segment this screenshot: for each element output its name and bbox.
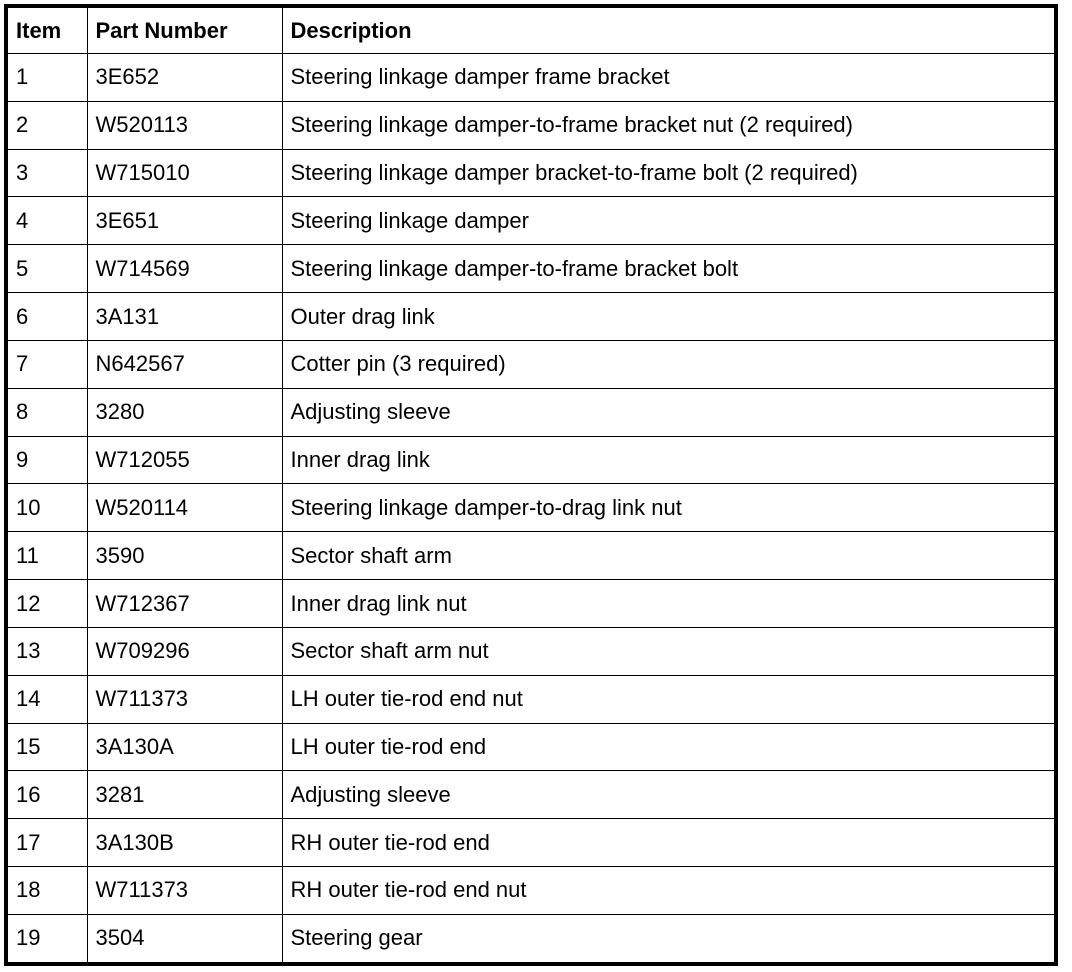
part-number-cell: 3A130B <box>87 819 282 867</box>
item-cell: 2 <box>6 101 87 149</box>
part-number-cell: 3E652 <box>87 54 282 102</box>
item-cell: 9 <box>6 436 87 484</box>
part-number-cell: W712367 <box>87 580 282 628</box>
part-number-cell: W520114 <box>87 484 282 532</box>
description-cell: Steering linkage damper frame bracket <box>282 54 1056 102</box>
table-row <box>6 149 1056 197</box>
description-cell: RH outer tie-rod end <box>282 819 1056 867</box>
table-row <box>6 101 1056 149</box>
description-cell: Adjusting sleeve <box>282 388 1056 436</box>
part-number-cell: 3504 <box>87 914 282 964</box>
item-cell: 7 <box>6 340 87 388</box>
description-cell: RH outer tie-rod end nut <box>282 867 1056 915</box>
item-cell: 8 <box>6 388 87 436</box>
header-description: Description <box>282 6 1056 54</box>
part-number-cell: 3A131 <box>87 293 282 341</box>
table-row <box>6 484 1056 532</box>
item-cell: 19 <box>6 914 87 964</box>
part-number-cell: 3590 <box>87 532 282 580</box>
item-cell: 3 <box>6 149 87 197</box>
description-cell: LH outer tie-rod end nut <box>282 675 1056 723</box>
table-row <box>6 293 1056 341</box>
description-cell: Inner drag link <box>282 436 1056 484</box>
table-row <box>6 675 1056 723</box>
header-row <box>6 6 1056 54</box>
item-cell: 5 <box>6 245 87 293</box>
item-cell: 6 <box>6 293 87 341</box>
description-cell: Outer drag link <box>282 293 1056 341</box>
table-row <box>6 245 1056 293</box>
item-cell: 12 <box>6 580 87 628</box>
table-row <box>6 867 1056 915</box>
table-row <box>6 771 1056 819</box>
part-number-cell: N642567 <box>87 340 282 388</box>
header-part-number: Part Number <box>87 6 282 54</box>
description-cell: Sector shaft arm nut <box>282 627 1056 675</box>
table-row <box>6 54 1056 102</box>
description-cell: Inner drag link nut <box>282 580 1056 628</box>
table-row <box>6 436 1056 484</box>
part-number-cell: W520113 <box>87 101 282 149</box>
item-cell: 1 <box>6 54 87 102</box>
table-row <box>6 580 1056 628</box>
item-cell: 4 <box>6 197 87 245</box>
table-row <box>6 388 1056 436</box>
part-number-cell: W714569 <box>87 245 282 293</box>
description-cell: Steering linkage damper <box>282 197 1056 245</box>
part-number-cell: W711373 <box>87 867 282 915</box>
item-cell: 13 <box>6 627 87 675</box>
header-item: Item <box>6 6 87 54</box>
table-row <box>6 627 1056 675</box>
table-row <box>6 819 1056 867</box>
description-cell: Steering gear <box>282 914 1056 964</box>
table-row <box>6 532 1056 580</box>
parts-table <box>4 4 1058 966</box>
description-cell: Adjusting sleeve <box>282 771 1056 819</box>
part-number-cell: 3280 <box>87 388 282 436</box>
description-cell: Steering linkage damper-to-frame bracket nut (2 required) <box>282 101 1056 149</box>
table-row <box>6 723 1056 771</box>
part-number-cell: W715010 <box>87 149 282 197</box>
part-number-cell: W711373 <box>87 675 282 723</box>
part-number-cell: 3281 <box>87 771 282 819</box>
item-cell: 16 <box>6 771 87 819</box>
table-row <box>6 197 1056 245</box>
description-cell: Steering linkage damper-to-drag link nut <box>282 484 1056 532</box>
description-cell: Steering linkage damper-to-frame bracket bolt <box>282 245 1056 293</box>
part-number-cell: W709296 <box>87 627 282 675</box>
item-cell: 17 <box>6 819 87 867</box>
item-cell: 14 <box>6 675 87 723</box>
part-number-cell: 3E651 <box>87 197 282 245</box>
description-cell: Cotter pin (3 required) <box>282 340 1056 388</box>
item-cell: 10 <box>6 484 87 532</box>
description-cell: LH outer tie-rod end <box>282 723 1056 771</box>
description-cell: Steering linkage damper bracket-to-frame bolt (2 required) <box>282 149 1056 197</box>
item-cell: 11 <box>6 532 87 580</box>
item-cell: 18 <box>6 867 87 915</box>
table-row <box>6 914 1056 964</box>
part-number-cell: W712055 <box>87 436 282 484</box>
item-cell: 15 <box>6 723 87 771</box>
table-row <box>6 340 1056 388</box>
description-cell: Sector shaft arm <box>282 532 1056 580</box>
part-number-cell: 3A130A <box>87 723 282 771</box>
